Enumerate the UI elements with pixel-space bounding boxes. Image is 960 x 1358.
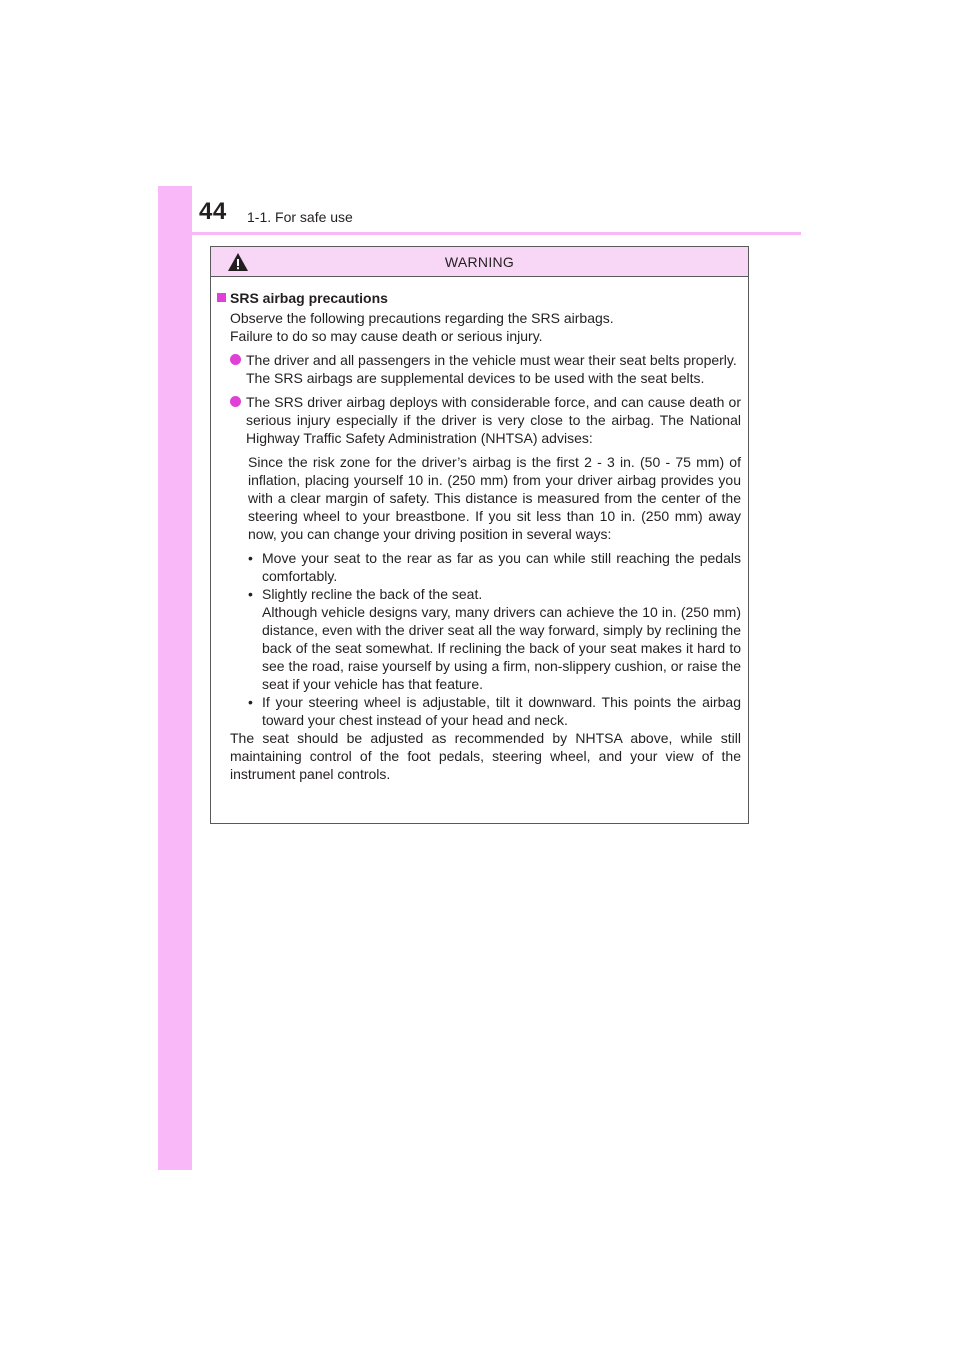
point-item <box>217 351 741 387</box>
bullet-mark: • <box>248 586 253 602</box>
list-item-text: If your steering wheel is adjustable, tilt it downward. This points the airbag toward your chest instead of your head and neck. <box>262 694 741 728</box>
list-item-text: Although vehicle designs vary, many drivers can achieve the 10 in. (250 mm) distance, even with the driver seat all the way forward, simply by reclining the back of the seat somewhat. If reclining the back of your seat makes it hard to see the road, raise yourself by using a firm, non-slippery cushion, or raise the seat if your vehicle has that feature. <box>262 604 741 692</box>
warning-triangle-icon <box>227 252 249 272</box>
square-bullet-icon <box>217 293 226 302</box>
heading-row <box>217 289 741 307</box>
section-heading: SRS airbag precautions <box>230 290 388 306</box>
circle-bullet-icon <box>230 396 241 407</box>
intro-line: Observe the following precautions regarding the SRS airbags. <box>230 310 614 326</box>
list-item <box>248 549 741 585</box>
list-item <box>248 693 741 729</box>
warning-box <box>210 246 749 824</box>
bullet-mark: • <box>248 694 253 710</box>
bullet-mark: • <box>248 550 253 566</box>
point-item <box>217 393 741 447</box>
section-title: 1-1. For safe use <box>247 209 353 225</box>
point-text: The SRS airbags are supplemental devices to be used with the seat belts. <box>246 370 705 386</box>
detail-paragraph: Since the risk zone for the driver’s airbag is the first 2 - 3 in. (50 - 75 mm) of inflation, placing yourself 10 in. (250 mm) from your driver airbag provides you with a clear margin of safety. This distance is measured from the center of the steering wheel to your breastbone. If you sit less than 10 in. (250 mm) away now, you can change your driving position in several ways: <box>248 454 741 542</box>
list-item-text: Move your seat to the rear as far as you can while still reaching the pedals comfortably. <box>262 550 741 584</box>
warning-label: WARNING <box>444 253 515 270</box>
point-text: The SRS driver airbag deploys with considerable force, and can cause death or serious injury especially if the driver is very close to the airbag. The National Highway Traffic Safety Administration (NHTSA) advises: <box>246 394 741 446</box>
point-text: The driver and all passengers in the vehicle must wear their seat belts properly. <box>246 352 737 368</box>
side-tab <box>158 186 192 1170</box>
intro-line: Failure to do so may cause death or serious injury. <box>230 328 543 344</box>
list-item <box>248 585 741 693</box>
closing-paragraph: The seat should be adjusted as recommended by NHTSA above, while still maintaining control of the foot pedals, steering wheel, and your view of the instrument panel controls. <box>230 730 741 782</box>
warning-header <box>211 247 748 277</box>
page-number: 44 <box>199 198 227 225</box>
warning-body <box>211 277 748 783</box>
circle-bullet-icon <box>230 354 241 365</box>
header-rule <box>158 232 801 235</box>
list-item-text: Slightly recline the back of the seat. <box>262 586 483 602</box>
